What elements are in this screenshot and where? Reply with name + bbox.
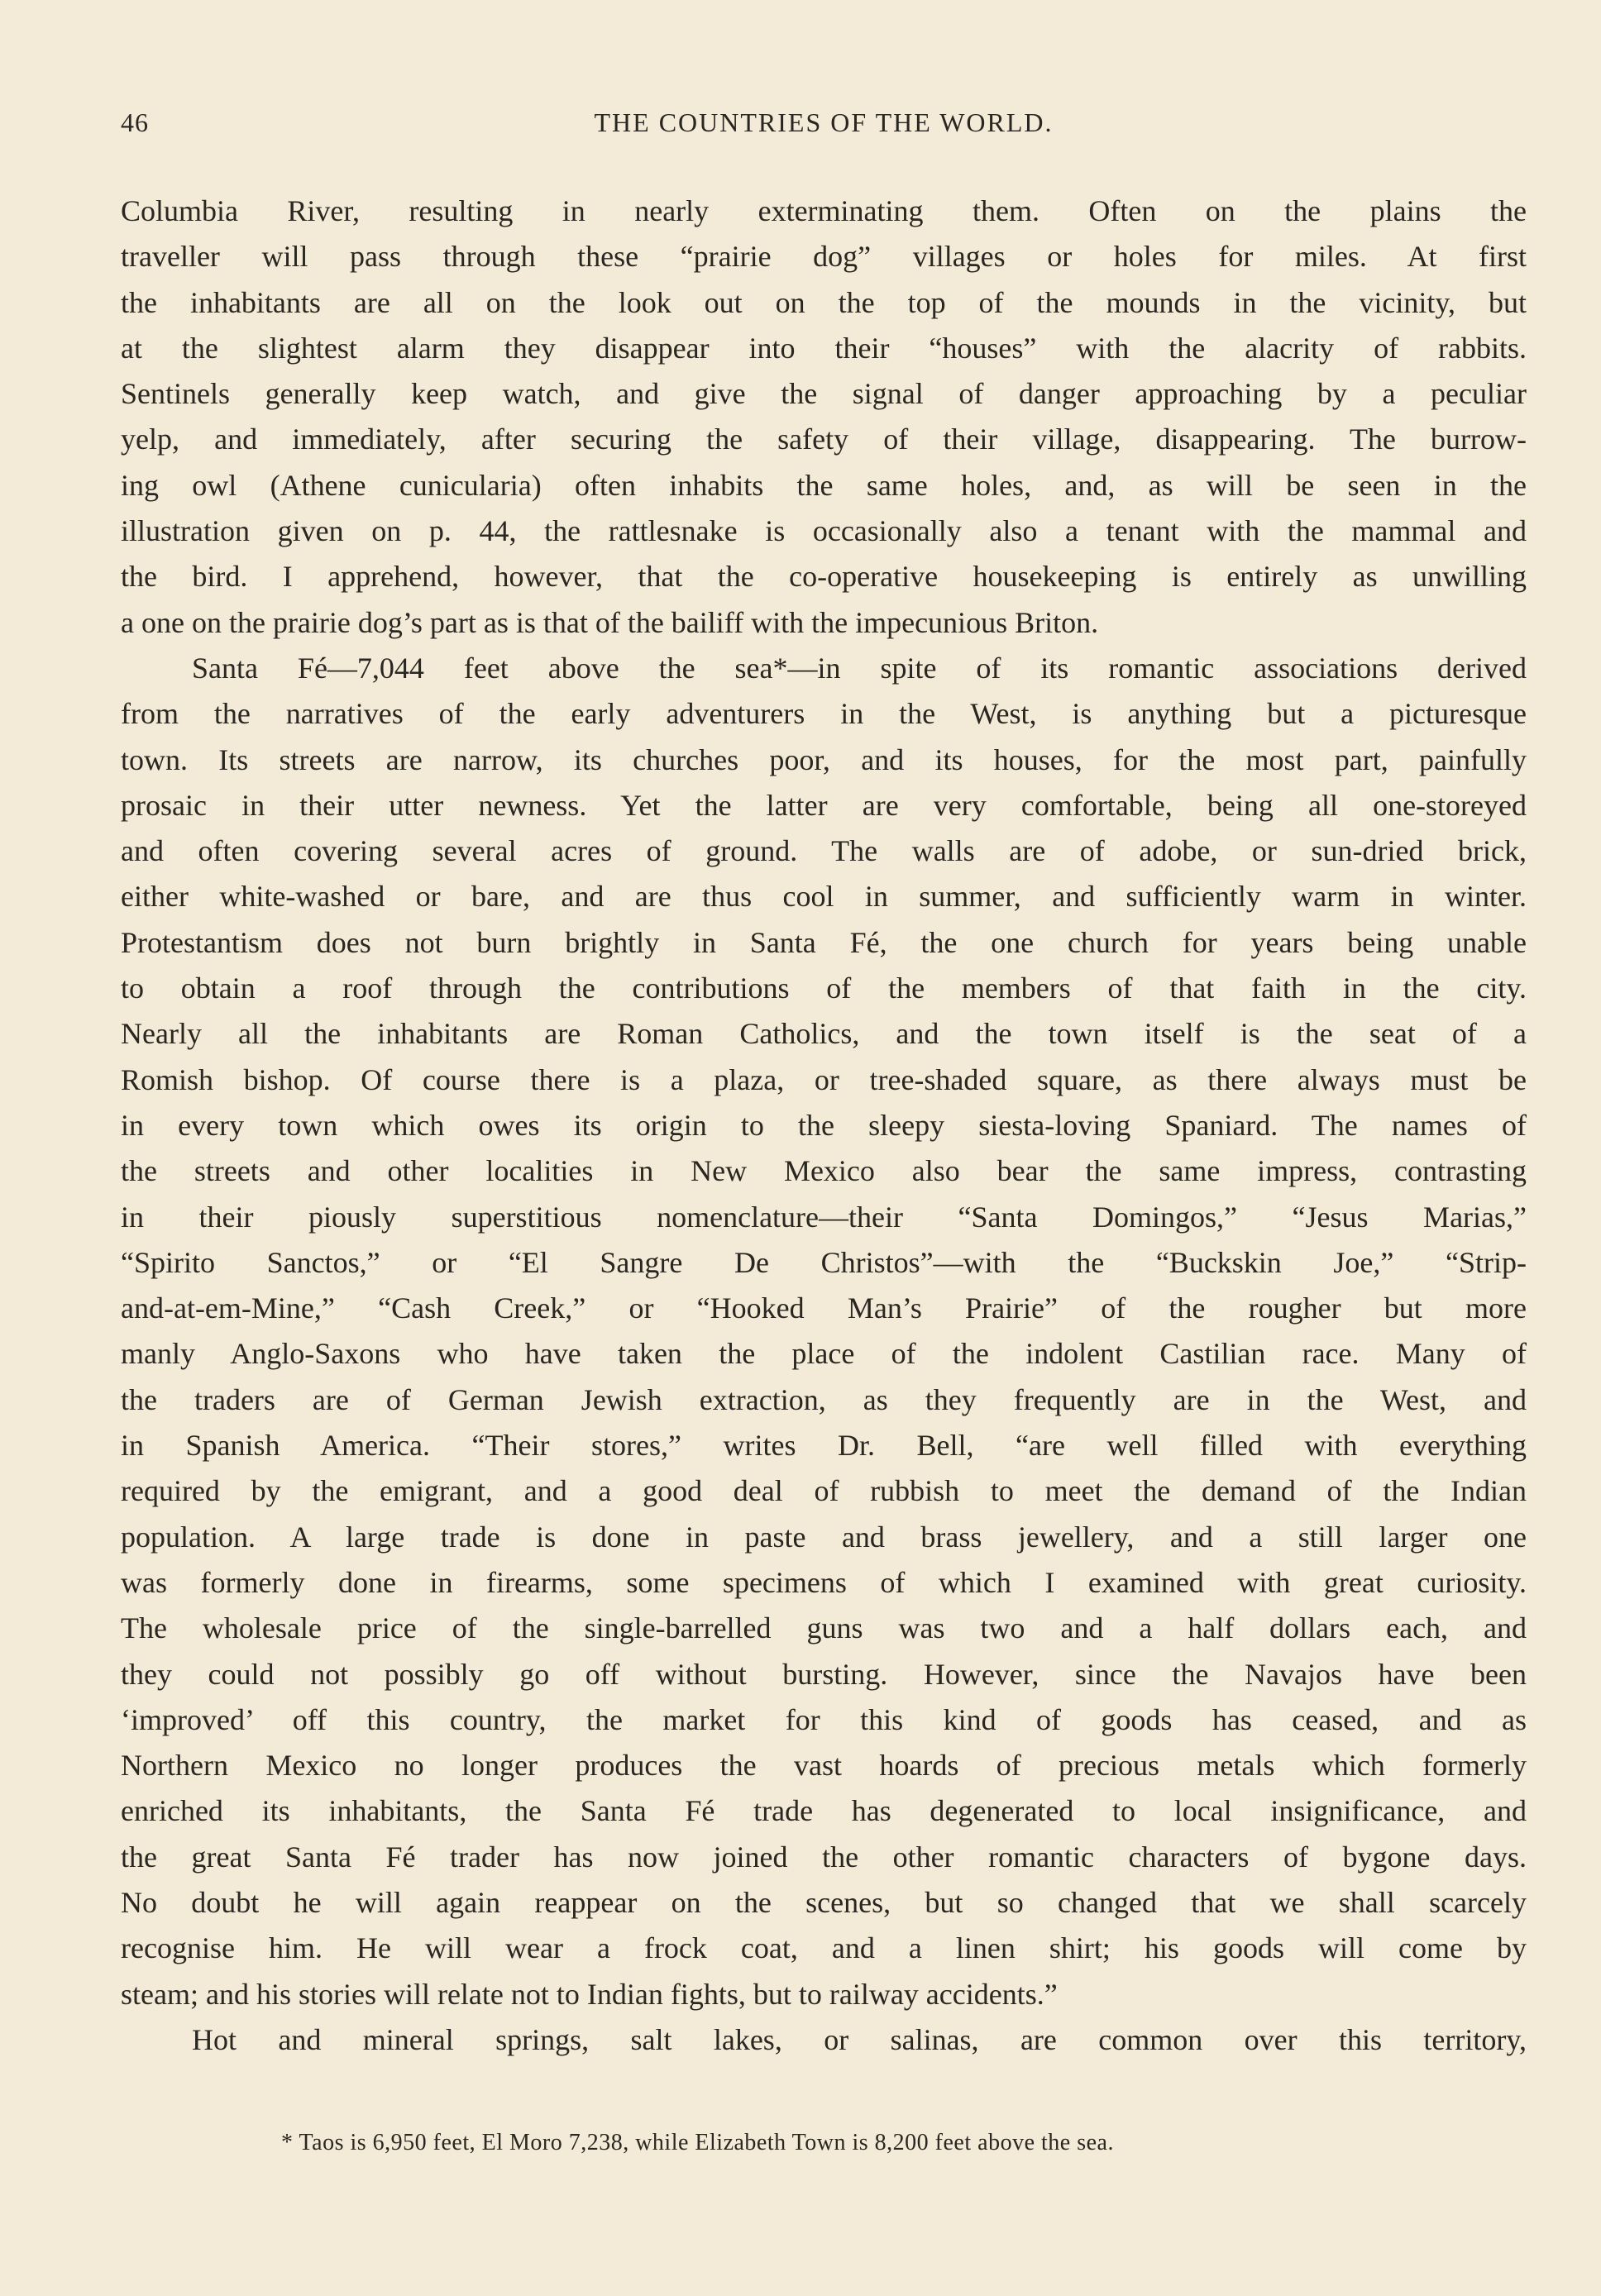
text-line: Sentinels generally keep watch, and give the signal of danger approaching by a peculiar bbox=[121, 377, 1527, 411]
running-head bbox=[121, 107, 1527, 149]
text-line: traveller will pass through these “prairie dog” villages or holes for miles. At first bbox=[121, 240, 1527, 274]
page-number: 46 bbox=[121, 107, 149, 137]
text-line: Romish bishop. Of course there is a plaza, or tree-shaded square, as there always must be bbox=[121, 1062, 1527, 1096]
text-line: either white-washed or bare, and are thus cool in summer, and sufficiently warm in winter. bbox=[121, 880, 1527, 914]
text-line: yelp, and immediately, after securing the safety of their village, disappearing. The burrow- bbox=[121, 422, 1527, 456]
text-line: Protestantism does not burn brightly in Santa Fé, the one church for years being unable bbox=[121, 925, 1527, 959]
text-line: “Spirito Sanctos,” or “El Sangre De Christos”—with the “Buckskin Joe,” “Strip- bbox=[121, 1245, 1527, 1279]
text-line: Northern Mexico no longer produces the vast hoards of precious metals which formerly bbox=[121, 1749, 1527, 1783]
text-line: population. A large trade is done in paste and brass jewellery, and a still larger one bbox=[121, 1520, 1527, 1554]
text-line: the bird. I apprehend, however, that the co-operative housekeeping is entirely as unwilling bbox=[121, 560, 1527, 594]
text-line: ing owl (Athene cunicularia) often inhabits the same holes, and, as will be seen in the bbox=[121, 468, 1527, 502]
text-line: Santa Fé—7,044 feet above the sea*—in spite of its romantic associations derived bbox=[192, 651, 1527, 685]
text-line: the streets and other localities in New Mexico also bear the same impress, contrasting bbox=[121, 1154, 1527, 1188]
text-line: the inhabitants are all on the look out on the top of the mounds in the vicinity, but bbox=[121, 285, 1527, 319]
text-line: steam; and his stories will relate not to Indian fights, but to railway accidents.” bbox=[121, 1977, 1058, 2011]
text-line: the great Santa Fé trader has now joined the other romantic characters of bygone days. bbox=[121, 1840, 1527, 1874]
text-line: the traders are of German Jewish extraction, as they frequently are in the West, and bbox=[121, 1382, 1527, 1416]
text-line: they could not possibly go off without bursting. However, since the Navajos have been bbox=[121, 1657, 1527, 1691]
text-line: illustration given on p. 44, the rattlesnake is occasionally also a tenant with the mammal and bbox=[121, 514, 1527, 548]
text-line: ‘improved’ off this country, the market for this kind of goods has ceased, and as bbox=[121, 1702, 1527, 1736]
text-line: in Spanish America. “Their stores,” writes Dr. Bell, “are well filled with everything bbox=[121, 1429, 1527, 1463]
text-line: a one on the prairie dog’s part as is that of the bailiff with the impecunious Briton. bbox=[121, 605, 1099, 639]
text-line: No doubt he will again reappear on the scenes, but so changed that we shall scarcely bbox=[121, 1885, 1527, 1919]
text-line: manly Anglo-Saxons who have taken the place of the indolent Castilian race. Many of bbox=[121, 1337, 1527, 1371]
text-line: Nearly all the inhabitants are Roman Catholics, and the town itself is the seat of a bbox=[121, 1017, 1527, 1051]
text-line: required by the emigrant, and a good deal of rubbish to meet the demand of the Indian bbox=[121, 1474, 1527, 1508]
text-line: prosaic in their utter newness. Yet the latter are very comfortable, being all one-storeyed bbox=[121, 788, 1527, 822]
text-line: to obtain a roof through the contributions of the members of that faith in the city. bbox=[121, 971, 1527, 1005]
text-line: Columbia River, resulting in nearly exterminating them. Often on the plains the bbox=[121, 194, 1527, 227]
text-line: recognise him. He will wear a frock coat, and a linen shirt; his goods will come by bbox=[121, 1931, 1527, 1965]
text-line: enriched its inhabitants, the Santa Fé trade has degenerated to local insignificance, and bbox=[121, 1794, 1527, 1828]
text-line: in every town which owes its origin to the sleepy siesta-loving Spaniard. The names of bbox=[121, 1108, 1527, 1142]
body-text bbox=[121, 189, 1527, 2063]
text-line: at the slightest alarm they disappear into their “houses” with the alacrity of rabbits. bbox=[121, 331, 1527, 365]
text-line: and often covering several acres of ground. The walls are of adobe, or sun-dried brick, bbox=[121, 834, 1527, 868]
text-line: from the narratives of the early adventurers in the West, is anything but a picturesque bbox=[121, 697, 1527, 731]
text-line: was formerly done in firearms, some specimens of which I examined with great curiosity. bbox=[121, 1565, 1527, 1599]
text-line: The wholesale price of the single-barrelled guns was two and a half dollars each, and bbox=[121, 1611, 1527, 1645]
text-line: Hot and mineral springs, salt lakes, or salinas, are common over this territory, bbox=[192, 2022, 1527, 2056]
footnote: * Taos is 6,950 feet, El Moro 7,238, while Elizabeth Town is 8,200 feet above the sea. bbox=[281, 2130, 1114, 2155]
text-line: in their piously superstitious nomenclature—their “Santa Domingos,” “Jesus Marias,” bbox=[121, 1200, 1527, 1234]
text-line: and-at-em-Mine,” “Cash Creek,” or “Hooked Man’s Prairie” of the rougher but more bbox=[121, 1291, 1527, 1325]
text-line: town. Its streets are narrow, its churches poor, and its houses, for the most part, painfully bbox=[121, 742, 1527, 776]
running-title: THE COUNTRIES OF THE WORLD. bbox=[594, 107, 1054, 137]
